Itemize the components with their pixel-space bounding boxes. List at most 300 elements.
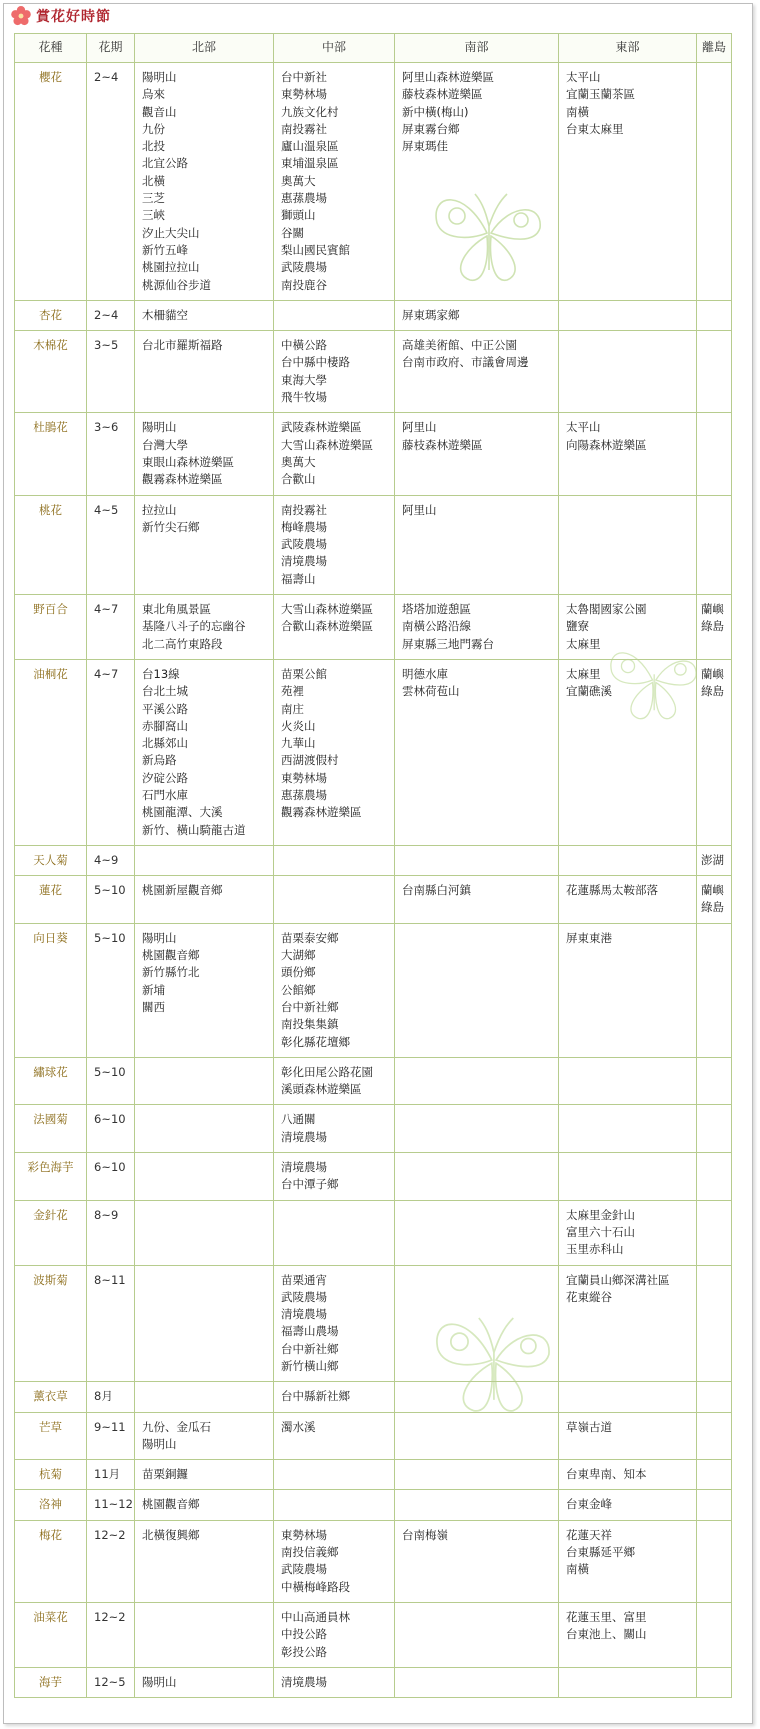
location-item: 合歡山森林遊樂區 — [281, 619, 373, 634]
central-cell — [274, 63, 395, 301]
central-cell — [274, 1490, 395, 1520]
south-cell — [395, 1105, 559, 1153]
location-item: 東眼山森林遊樂區 — [142, 454, 234, 469]
island-cell — [697, 1412, 732, 1460]
location-item: 鹽寮 — [566, 619, 589, 634]
flower-name-cell: 野百合 — [15, 595, 87, 660]
east-cell — [559, 1382, 697, 1412]
island-cell — [697, 495, 732, 594]
header-central: 中部 — [274, 34, 395, 63]
location-item: 中山高通員林 — [281, 1609, 350, 1624]
island-cell — [697, 63, 732, 301]
north-cell — [135, 659, 274, 845]
flower-name-cell: 蓮花 — [15, 876, 87, 924]
location-item: 中橫梅峰路段 — [281, 1579, 350, 1594]
east-cell — [559, 923, 697, 1057]
island-cell — [697, 1265, 732, 1382]
location-item: 綠島 — [701, 684, 724, 699]
header-period: 花期 — [87, 34, 135, 63]
table-row — [15, 331, 732, 413]
table-row — [15, 1520, 732, 1602]
central-cell — [274, 1200, 395, 1265]
north-cell — [135, 495, 274, 594]
east-cell — [559, 1105, 697, 1153]
north-cell — [135, 1265, 274, 1382]
south-cell — [395, 300, 559, 330]
flower-name-cell: 繡球花 — [15, 1057, 87, 1105]
island-cell — [697, 1153, 732, 1201]
south-cell — [395, 63, 559, 301]
location-item: 南投霧社 — [281, 502, 327, 517]
location-item: 台中縣中棲路 — [281, 355, 350, 370]
location-item: 北縣郊山 — [142, 736, 188, 751]
location-item: 飛牛牧場 — [281, 390, 327, 405]
location-item: 桃源仙谷步道 — [142, 277, 211, 292]
south-cell — [395, 1490, 559, 1520]
central-cell — [274, 1057, 395, 1105]
period-cell: 2~4 — [87, 300, 135, 330]
location-item: 太麻里 — [566, 636, 601, 651]
table-row — [15, 595, 732, 660]
location-item: 苗栗泰安鄉 — [281, 930, 339, 945]
location-item: 藤枝森林遊樂區 — [402, 87, 483, 102]
flower-name-cell: 薰衣草 — [15, 1382, 87, 1412]
south-cell — [395, 331, 559, 413]
location-item: 南投霧社 — [281, 121, 327, 136]
location-item: 新竹尖石鄉 — [142, 519, 200, 534]
island-cell — [697, 1460, 732, 1490]
header-island: 離島 — [697, 34, 732, 63]
location-item: 彰化田尾公路花園 — [281, 1064, 373, 1079]
location-item: 福壽山農場 — [281, 1324, 339, 1339]
location-item: 台東金峰 — [566, 1497, 612, 1512]
location-item: 汐止大尖山 — [142, 225, 200, 240]
location-item: 太麻里金針山 — [566, 1207, 635, 1222]
south-cell — [395, 1520, 559, 1602]
east-cell — [559, 331, 697, 413]
location-item: 北二高竹東路段 — [142, 636, 223, 651]
location-item: 清境農場 — [281, 1160, 327, 1175]
location-item: 花東縱谷 — [566, 1289, 612, 1304]
location-item: 蘭嶼 — [701, 883, 724, 898]
location-item: 武陵農場 — [281, 1562, 327, 1577]
central-cell — [274, 595, 395, 660]
period-cell: 8月 — [87, 1382, 135, 1412]
location-item: 九華山 — [281, 736, 316, 751]
flower-name-cell: 杜鵑花 — [15, 413, 87, 495]
east-cell — [559, 659, 697, 845]
island-cell — [697, 1057, 732, 1105]
table-header-row — [15, 34, 732, 63]
east-cell — [559, 1200, 697, 1265]
location-item: 彰化縣花壇鄉 — [281, 1034, 350, 1049]
location-item: 觀霧森林遊樂區 — [142, 472, 223, 487]
table-row — [15, 1265, 732, 1382]
location-item: 苗栗通宵 — [281, 1272, 327, 1287]
location-item: 南投集集鎮 — [281, 1017, 339, 1032]
location-item: 陽明山 — [142, 420, 177, 435]
location-item: 新竹、橫山騎龍古道 — [142, 822, 246, 837]
location-item: 西湖渡假村 — [281, 753, 339, 768]
period-cell: 11月 — [87, 1460, 135, 1490]
location-item: 台北土城 — [142, 684, 188, 699]
header-east: 東部 — [559, 34, 697, 63]
central-cell — [274, 1602, 395, 1667]
island-cell — [697, 1667, 732, 1697]
location-item: 東勢林場 — [281, 1527, 327, 1542]
location-item: 赤腳窩山 — [142, 718, 188, 733]
location-item: 台中新社鄉 — [281, 1341, 339, 1356]
location-item: 苗栗銅鑼 — [142, 1467, 188, 1482]
north-cell — [135, 1460, 274, 1490]
page-header — [10, 5, 111, 27]
location-item: 大雪山森林遊樂區 — [281, 437, 373, 452]
east-cell — [559, 876, 697, 924]
location-item: 關西 — [142, 999, 165, 1014]
location-item: 台南縣白河鎮 — [402, 883, 471, 898]
location-item: 屏東東港 — [566, 930, 612, 945]
cherry-blossom-icon — [10, 5, 32, 27]
location-item: 南橫 — [566, 104, 589, 119]
central-cell — [274, 923, 395, 1057]
location-item: 中投公路 — [281, 1627, 327, 1642]
period-cell: 4~9 — [87, 845, 135, 875]
location-item: 南投鹿谷 — [281, 277, 327, 292]
flower-name-cell: 向日葵 — [15, 923, 87, 1057]
east-cell — [559, 595, 697, 660]
location-item: 清境農場 — [281, 1129, 327, 1144]
east-cell — [559, 845, 697, 875]
location-item: 南庄 — [281, 701, 304, 716]
north-cell — [135, 1520, 274, 1602]
central-cell — [274, 331, 395, 413]
flower-name-cell: 油菜花 — [15, 1602, 87, 1667]
south-cell — [395, 495, 559, 594]
north-cell — [135, 845, 274, 875]
period-cell: 8~11 — [87, 1265, 135, 1382]
location-item: 宜蘭礁溪 — [566, 684, 612, 699]
east-cell — [559, 1460, 697, 1490]
flower-name-cell: 木棉花 — [15, 331, 87, 413]
location-item: 中橫公路 — [281, 338, 327, 353]
location-item: 太麻里 — [566, 666, 601, 681]
location-item: 藤枝森林遊樂區 — [402, 437, 483, 452]
table-row — [15, 300, 732, 330]
location-item: 溪頭森林遊樂區 — [281, 1082, 362, 1097]
flower-name-cell: 杏花 — [15, 300, 87, 330]
location-item: 台東池上、關山 — [566, 1627, 647, 1642]
north-cell — [135, 1382, 274, 1412]
table-row — [15, 845, 732, 875]
period-cell: 4~7 — [87, 595, 135, 660]
east-cell — [559, 1412, 697, 1460]
north-cell — [135, 923, 274, 1057]
table-row — [15, 63, 732, 301]
location-item: 玉里赤科山 — [566, 1242, 624, 1257]
flower-season-table — [14, 33, 732, 1698]
location-item: 東埔溫泉區 — [281, 156, 339, 171]
location-item: 合歡山 — [281, 472, 316, 487]
header-flower: 花種 — [15, 34, 87, 63]
central-cell — [274, 1412, 395, 1460]
central-cell — [274, 495, 395, 594]
location-item: 梨山國民賓館 — [281, 242, 350, 257]
location-item: 陽明山 — [142, 930, 177, 945]
location-item: 彰投公路 — [281, 1644, 327, 1659]
location-item: 八通關 — [281, 1112, 316, 1127]
period-cell: 12~2 — [87, 1602, 135, 1667]
location-item: 宜蘭員山鄉深溝社區 — [566, 1272, 670, 1287]
flower-name-cell: 洛神 — [15, 1490, 87, 1520]
central-cell — [274, 876, 395, 924]
location-item: 花蓮天祥 — [566, 1527, 612, 1542]
location-item: 新竹五峰 — [142, 242, 188, 257]
location-item: 濁水溪 — [281, 1419, 316, 1434]
location-item: 富里六十石山 — [566, 1224, 635, 1239]
location-item: 台13線 — [142, 666, 180, 681]
location-item: 陽明山 — [142, 1436, 177, 1451]
south-cell — [395, 1412, 559, 1460]
island-cell — [697, 876, 732, 924]
table-row — [15, 1667, 732, 1697]
location-item: 太平山 — [566, 420, 601, 435]
island-cell — [697, 1520, 732, 1602]
location-item: 阿里山 — [402, 420, 437, 435]
period-cell: 11~12 — [87, 1490, 135, 1520]
flower-name-cell: 桃花 — [15, 495, 87, 594]
location-item: 阿里山森林遊樂區 — [402, 70, 494, 84]
flower-name-cell: 櫻花 — [15, 63, 87, 301]
table-row — [15, 876, 732, 924]
location-item: 陽明山 — [142, 1674, 177, 1689]
flower-name-cell: 彩色海芋 — [15, 1153, 87, 1201]
location-item: 新埔 — [142, 982, 165, 997]
location-item: 大雪山森林遊樂區 — [281, 602, 373, 617]
location-item: 平溪公路 — [142, 701, 188, 716]
north-cell — [135, 1490, 274, 1520]
location-item: 東勢林場 — [281, 87, 327, 102]
location-item: 苑裡 — [281, 684, 304, 699]
south-cell — [395, 1200, 559, 1265]
location-item: 蘭嶼 — [701, 666, 724, 681]
period-cell: 8~9 — [87, 1200, 135, 1265]
north-cell — [135, 876, 274, 924]
location-item: 新竹縣竹北 — [142, 965, 200, 980]
table-body — [15, 63, 732, 1698]
period-cell: 3~6 — [87, 413, 135, 495]
east-cell — [559, 1667, 697, 1697]
location-item: 北橫 — [142, 173, 165, 188]
central-cell — [274, 845, 395, 875]
island-cell — [697, 1105, 732, 1153]
location-item: 九份、金瓜石 — [142, 1419, 211, 1434]
south-cell — [395, 659, 559, 845]
table-row — [15, 495, 732, 594]
location-item: 桃園龍潭、大溪 — [142, 805, 223, 820]
location-item: 三峽 — [142, 208, 165, 223]
location-item: 綠島 — [701, 619, 724, 634]
east-cell — [559, 1520, 697, 1602]
location-item: 花蓮縣馬太鞍部落 — [566, 883, 658, 898]
location-item: 太平山 — [566, 70, 601, 84]
north-cell — [135, 1057, 274, 1105]
location-item: 惠蓀農場 — [281, 191, 327, 206]
south-cell — [395, 595, 559, 660]
location-item: 烏來 — [142, 87, 165, 102]
period-cell: 4~7 — [87, 659, 135, 845]
period-cell: 12~2 — [87, 1520, 135, 1602]
east-cell — [559, 63, 697, 301]
period-cell: 5~10 — [87, 1057, 135, 1105]
location-item: 廬山溫泉區 — [281, 139, 339, 154]
island-cell — [697, 300, 732, 330]
flower-name-cell: 法國菊 — [15, 1105, 87, 1153]
location-item: 台東縣延平鄉 — [566, 1545, 635, 1560]
central-cell — [274, 1105, 395, 1153]
location-item: 台北市羅斯福路 — [142, 338, 223, 353]
south-cell — [395, 923, 559, 1057]
flower-name-cell: 油桐花 — [15, 659, 87, 845]
page-title: 賞花好時節 — [36, 9, 111, 25]
location-item: 汐碇公路 — [142, 770, 188, 785]
south-cell — [395, 1153, 559, 1201]
island-cell — [697, 845, 732, 875]
east-cell — [559, 1057, 697, 1105]
table-row — [15, 1105, 732, 1153]
table-row — [15, 1460, 732, 1490]
location-item: 苗栗公館 — [281, 666, 327, 681]
central-cell — [274, 659, 395, 845]
north-cell — [135, 1602, 274, 1667]
east-cell — [559, 1153, 697, 1201]
location-item: 九份 — [142, 121, 165, 136]
location-item: 台中潭子鄉 — [281, 1177, 339, 1192]
location-item: 梅峰農場 — [281, 519, 327, 534]
location-item: 宜蘭玉蘭茶區 — [566, 87, 635, 102]
flower-name-cell: 天人菊 — [15, 845, 87, 875]
east-cell — [559, 300, 697, 330]
location-item: 阿里山 — [402, 502, 437, 517]
location-item: 北宜公路 — [142, 156, 188, 171]
south-cell — [395, 413, 559, 495]
header-south: 南部 — [395, 34, 559, 63]
header-north: 北部 — [135, 34, 274, 63]
east-cell — [559, 1490, 697, 1520]
location-item: 東勢林場 — [281, 770, 327, 785]
period-cell: 5~10 — [87, 876, 135, 924]
location-item: 桃園觀音鄉 — [142, 1497, 200, 1512]
location-item: 明德水庫 — [402, 666, 448, 681]
island-cell — [697, 331, 732, 413]
table-row — [15, 1153, 732, 1201]
location-item: 清境農場 — [281, 554, 327, 569]
flower-name-cell: 梅花 — [15, 1520, 87, 1602]
location-item: 花蓮玉里、富里 — [566, 1609, 647, 1624]
flower-name-cell: 海芋 — [15, 1667, 87, 1697]
location-item: 北橫復興鄉 — [142, 1527, 200, 1542]
location-item: 蘭嶼 — [701, 602, 724, 617]
location-item: 火炎山 — [281, 718, 316, 733]
location-item: 基隆八斗子的忘幽谷 — [142, 619, 246, 634]
location-item: 奧萬大 — [281, 454, 316, 469]
location-item: 惠蓀農場 — [281, 787, 327, 802]
location-item: 屏東瑪家鄉 — [402, 307, 460, 322]
location-item: 台東太麻里 — [566, 121, 624, 136]
location-item: 武陵農場 — [281, 1289, 327, 1304]
flower-name-cell: 波斯菊 — [15, 1265, 87, 1382]
south-cell — [395, 1057, 559, 1105]
location-item: 台東卑南、知本 — [566, 1467, 647, 1482]
flower-name-cell: 杭菊 — [15, 1460, 87, 1490]
north-cell — [135, 1412, 274, 1460]
location-item: 石門水庫 — [142, 787, 188, 802]
location-item: 頭份鄉 — [281, 965, 316, 980]
location-item: 清境農場 — [281, 1307, 327, 1322]
location-item: 太魯閣國家公園 — [566, 602, 647, 617]
location-item: 九族文化村 — [281, 104, 339, 119]
island-cell — [697, 1490, 732, 1520]
period-cell: 6~10 — [87, 1105, 135, 1153]
south-cell — [395, 1382, 559, 1412]
north-cell — [135, 300, 274, 330]
location-item: 南橫公路沿線 — [402, 619, 471, 634]
east-cell — [559, 1602, 697, 1667]
location-item: 屏東縣三地門霧台 — [402, 636, 494, 651]
location-item: 向陽森林遊樂區 — [566, 437, 647, 452]
location-item: 奧萬大 — [281, 173, 316, 188]
location-item: 屏東瑪佳 — [402, 139, 448, 154]
north-cell — [135, 1105, 274, 1153]
central-cell — [274, 413, 395, 495]
north-cell — [135, 63, 274, 301]
location-item: 雲林荷苞山 — [402, 684, 460, 699]
central-cell — [274, 1382, 395, 1412]
north-cell — [135, 595, 274, 660]
central-cell — [274, 1265, 395, 1382]
island-cell — [697, 659, 732, 845]
flower-name-cell: 金針花 — [15, 1200, 87, 1265]
location-item: 綠島 — [701, 900, 724, 915]
location-item: 台中縣新社鄉 — [281, 1389, 350, 1404]
location-item: 福壽山 — [281, 571, 316, 586]
location-item: 清境農場 — [281, 1674, 327, 1689]
period-cell: 3~5 — [87, 331, 135, 413]
location-item: 台南梅嶺 — [402, 1527, 448, 1542]
table-row — [15, 659, 732, 845]
island-cell — [697, 1602, 732, 1667]
location-item: 東北角風景區 — [142, 602, 211, 617]
location-item: 獅頭山 — [281, 208, 316, 223]
island-cell — [697, 595, 732, 660]
location-item: 新烏路 — [142, 753, 177, 768]
central-cell — [274, 300, 395, 330]
location-item: 澎湖 — [701, 852, 724, 867]
east-cell — [559, 1265, 697, 1382]
south-cell — [395, 876, 559, 924]
south-cell — [395, 1602, 559, 1667]
table-row — [15, 1412, 732, 1460]
island-cell — [697, 923, 732, 1057]
table-row — [15, 1490, 732, 1520]
period-cell: 5~10 — [87, 923, 135, 1057]
central-cell — [274, 1460, 395, 1490]
location-item: 台中新社鄉 — [281, 999, 339, 1014]
south-cell — [395, 1667, 559, 1697]
south-cell — [395, 845, 559, 875]
location-item: 台中新社 — [281, 70, 327, 84]
location-item: 大湖鄉 — [281, 948, 316, 963]
period-cell: 2~4 — [87, 63, 135, 301]
